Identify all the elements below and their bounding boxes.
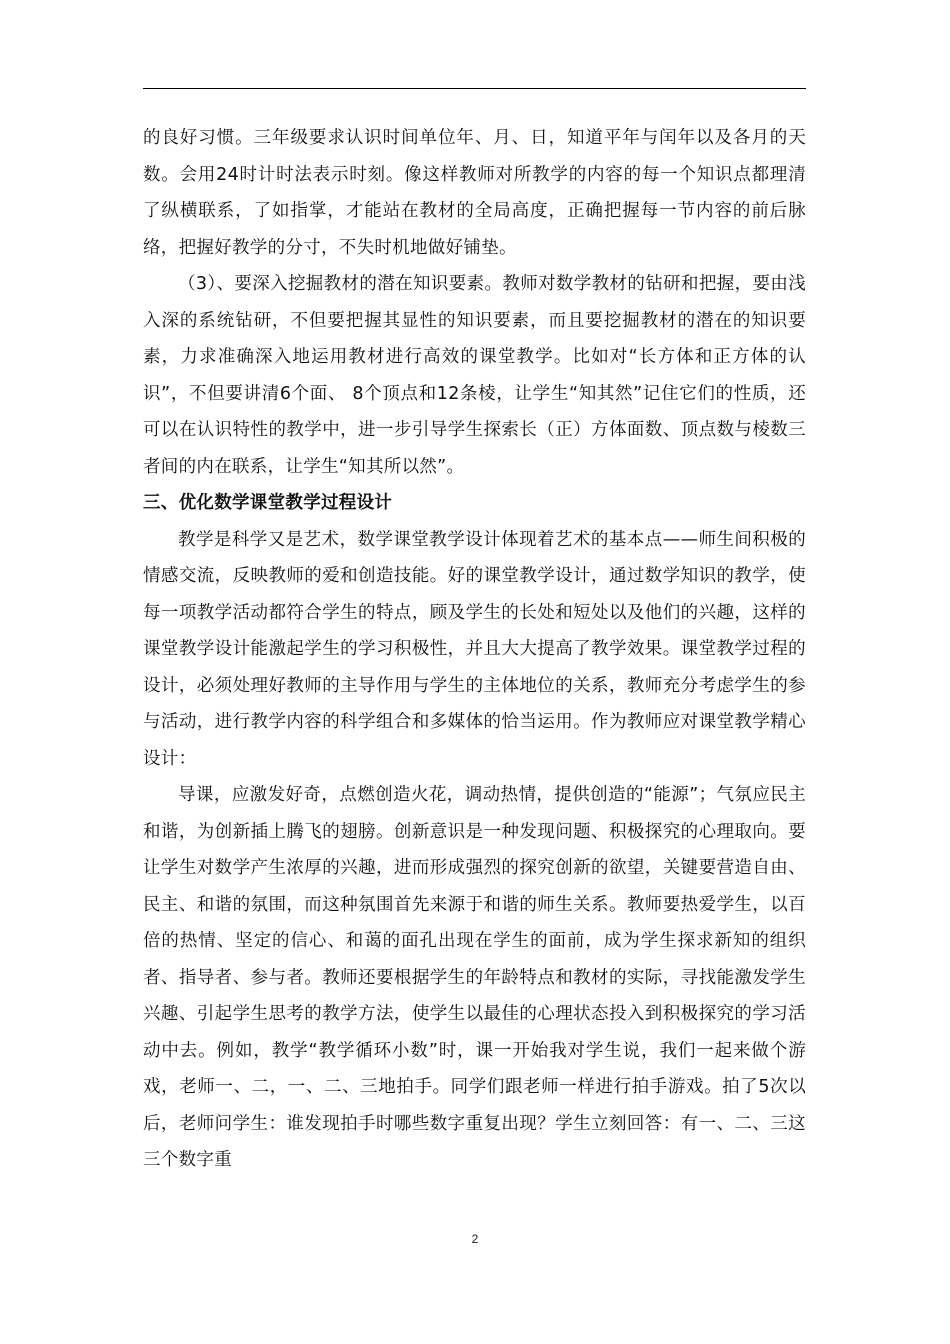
paragraph-body: 教学是科学又是艺术，数学课堂教学设计体现着艺术的基本点——师生间积极的情感交流，反映教师的爱和创造技能。好的课堂教学设计，通过数学知识的教学，使每一项教学活动都符合学生的特点，顾及学生的长处和短处以及他们的兴趣，这样的课堂教学设计能激起学生的学习积极性，并且大大提高了教学效果。课堂教学过程的设计，必须处理好教师的主导作用与学生的主体地位的关系，教师充分考虑学生的参与活动，进行教学内容的科学组合和多媒体的恰当运用。作为教师应对课堂教学精心设计：: [143, 529, 806, 769]
paragraph-body: 导课，应激发好奇，点燃创造火花，调动热情，提供创造的“能源”；气氛应民主和谐，为创新插上腾飞的翅膀。创新意识是一种发现问题、积极探究的心理取向。要让学生对数学产生浓厚的兴趣，进而形成强烈的探究创新的欲望，关键要营造自由、民主、和谐的氛围，而这种氛围首先来源于和谐的师生关系。教师要热爱学生，以百倍的热情、坚定的信心、和蔼的面孔出现在学生的面前，成为学生探求新知的组织者、指导者、参与者。教师还要根据学生的年龄特点和教材的实际，寻找能激发学生兴趣、引起学生思考的教学方法，使学生以最佳的心理状态投入到积极探究的学习活动中去。例如，教学“教学循环小数”时，课一开始我对学生说，我们一起来做个游戏，老师一、二，一、二、三地拍手。同学们跟老师一样进行拍手游戏。拍了5次以后，老师问学生：谁发现拍手时哪些数字重复出现？学生立刻回答：有一、二、三这三个数字重: [143, 785, 806, 1170]
document-body: [143, 120, 806, 1179]
header-rule: [143, 88, 806, 89]
page-number: 2: [471, 1232, 479, 1246]
paragraph-continuation: 的良好习惯。三年级要求认识时间单位年、月、日，知道平年与闰年以及各月的天数。会用24时计时法表示时刻。像这样教师对所教学的内容的每一个知识点都理清了纵横联系，了如指掌，才能站在教材的全局高度，正确把握每一节内容的前后脉络，把握好教学的分寸，不失时机地做好铺垫。: [143, 128, 806, 258]
paragraph-item-3: （3）、要深入挖掘教材的潜在知识要素。教师对数学教材的钻研和把握，要由浅入深的系统钻研，不但要把握其显性的知识要素，而且要挖掘教材的潜在的知识要素，力求准确深入地运用教材进行高效的课堂教学。比如对“长方体和正方体的认识”，不但要讲清6个面、 8个顶点和12条棱，让学生“知其然”记住它们的性质，还可以在认识特性的教学中，进一步引导学生探索长（正）方体面数、顶点数与棱数三者间的内在联系，让学生“知其所以然”。: [143, 274, 806, 477]
section-heading: 三、优化数学课堂教学过程设计: [143, 493, 393, 513]
